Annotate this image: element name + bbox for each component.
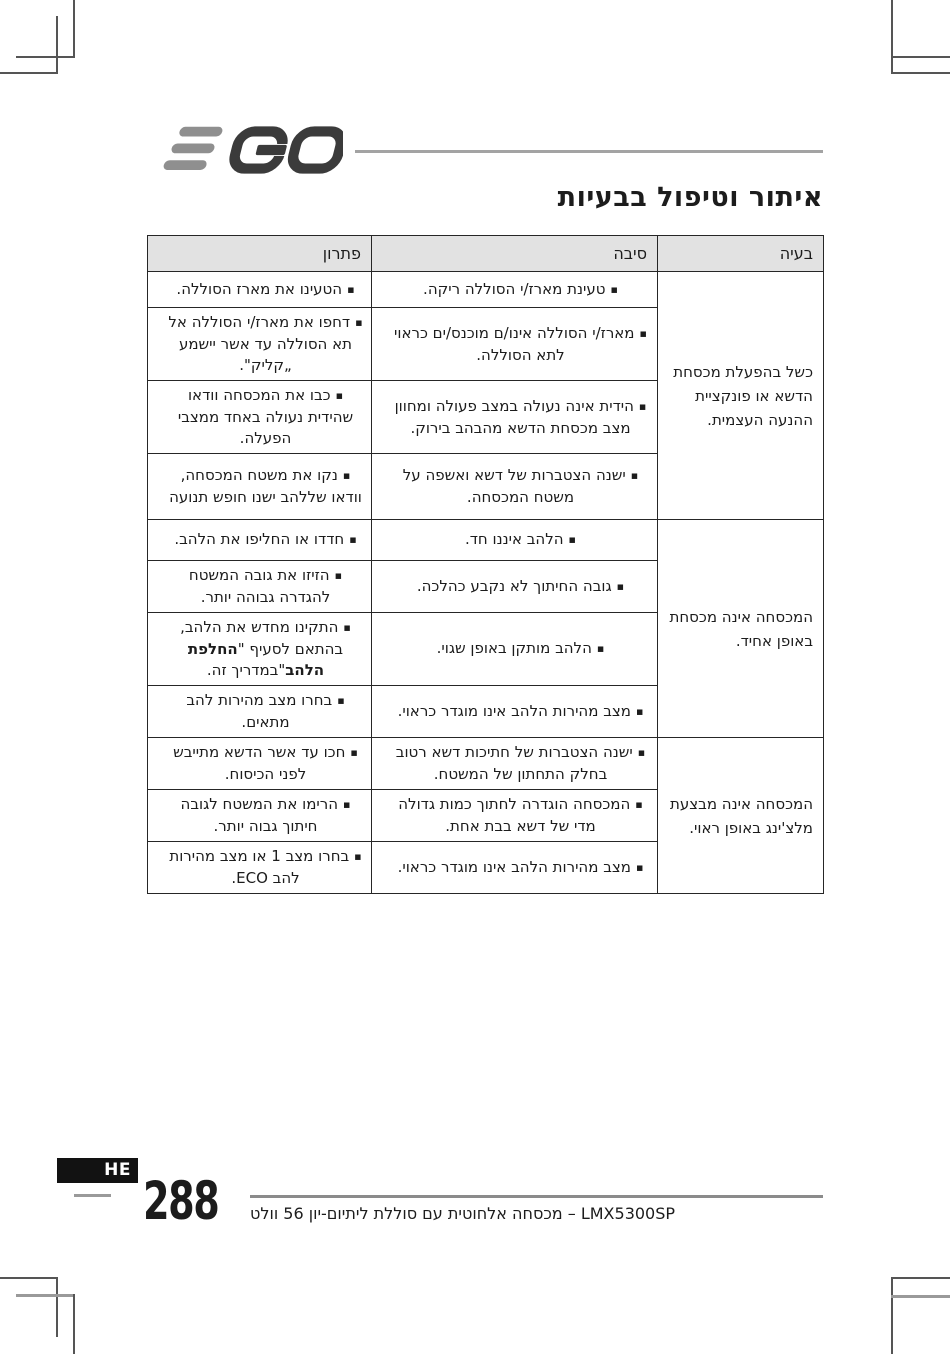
bullet-icon: ▪ [343, 621, 351, 634]
solution-cell [148, 454, 372, 520]
solution-cell [148, 613, 372, 686]
bullet-icon: ▪ [335, 389, 344, 402]
cause-cell [372, 561, 658, 613]
crop-mark [891, 1295, 950, 1298]
cause-cell [372, 613, 658, 686]
solution-cell [148, 381, 372, 454]
table-row [148, 272, 824, 308]
cause-text: הלהב מותקן באופן שגוי. [436, 639, 592, 657]
cause-text: טעינת מארז/י הסוללה ריקה. [423, 279, 606, 298]
solution-cell [148, 738, 372, 790]
solution-text: הזיזו את גובה המשטח להגדרה גבוהה יותר. [188, 566, 331, 606]
cause-text: ישנה הצטברות של חתיכות דשא רטוב בחלק התחתון של המשטח. [395, 743, 633, 783]
bullet-icon: ▪ [635, 704, 644, 718]
solution-cell [148, 842, 372, 894]
bullet-icon: ▪ [350, 746, 358, 759]
cause-text: הידית אינה נעולה במצב פעולה ומחוון מצב מכסחת הדשא מהבהב בירוק. [394, 396, 634, 437]
solution-text: דחפו את מארז/י הסוללה אל תא הסוללה עד אשר יישמע „קליק". [168, 313, 353, 374]
problem-cell: המכסחה אינה מכסחת באופן אחיד. [658, 520, 824, 738]
cause-cell [372, 520, 658, 561]
solution-cell [148, 790, 372, 842]
table-row [148, 520, 824, 561]
crop-mark [891, 0, 893, 74]
language-tag-badge: HE [57, 1158, 138, 1183]
crop-mark [56, 16, 58, 74]
bullet-icon: ▪ [347, 282, 355, 296]
bullet-icon: ▪ [349, 533, 357, 546]
cause-text: הלהב איננו חד. [464, 530, 564, 548]
solution-text: הרימו את המשטח לגובה חיתוך גבוה יותר. [180, 795, 339, 835]
bullet-icon: ▪ [616, 579, 625, 593]
crop-mark [891, 56, 950, 58]
page-number: 288 [143, 1171, 219, 1232]
table-row [148, 738, 824, 790]
troubleshooting-table [147, 235, 824, 894]
bullet-icon: ▪ [568, 533, 577, 546]
solution-text: בחרו מצב 1 או מצב מהירות להב ECO. [169, 847, 350, 887]
problem-cell: כשל בהפעלת מכסחת הדשא או פונקציית ההנעה העצמית. [658, 272, 824, 520]
crop-mark [73, 1294, 75, 1354]
solution-text: הטעינו את מארז הסוללה. [176, 279, 343, 298]
problem-cell: המכסחה אינה מבצעת מלצ'ינג באופן ראוי. [658, 738, 824, 894]
cause-cell [372, 738, 658, 790]
cause-text: גובה החיתוך לא נקבע כהלכה. [416, 576, 612, 595]
bullet-icon: ▪ [354, 850, 362, 863]
footer-rule [250, 1195, 823, 1198]
solution-text: נקו את משטח המכסחה, וודאו שללהב ישנו חופש תנועה [169, 466, 362, 506]
cause-text: מצב מהירות הלהב אינו מוגדר כראוי. [397, 857, 631, 876]
solution-text-part: "במדריך זה. [206, 661, 286, 679]
solution-cell [148, 686, 372, 738]
cause-cell [372, 381, 658, 454]
table-header-row [148, 236, 824, 272]
footer-small-rule [74, 1194, 111, 1197]
bullet-icon: ▪ [596, 642, 605, 655]
cause-cell [372, 454, 658, 520]
cause-cell [372, 686, 658, 738]
crop-mark [56, 1277, 58, 1337]
crop-mark [0, 72, 58, 74]
solution-text: כבו את המכסחה וודאו שהידית נעולה באחד ממצבי הפעלה. [177, 386, 354, 447]
cause-cell [372, 842, 658, 894]
solution-text: בחרו מצב מהירות להב מתאים. [186, 691, 333, 731]
bullet-icon: ▪ [343, 798, 351, 811]
cause-text: מארז/י הסוללה אינו/ם מוכנס/ים כראוי לתא הסוללה. [394, 323, 635, 364]
brand-row [148, 122, 823, 178]
solution-text-bold: החלפת הלהב [187, 640, 325, 679]
bullet-icon: ▪ [610, 282, 618, 296]
bullet-icon: ▪ [342, 469, 351, 482]
cause-text: מצב מהירות הלהב אינו מוגדר כראוי. [397, 701, 631, 720]
crop-mark [891, 1277, 893, 1354]
crop-mark [73, 0, 75, 58]
ego-logo [148, 122, 343, 178]
footer-model-line: LMX5300SP – מכסחה אלחוטית עם סוללת ליתיום-יון 56 וולט [250, 1204, 676, 1223]
bullet-icon: ▪ [337, 694, 345, 707]
bullet-icon: ▪ [637, 746, 646, 759]
problem-column-header: בעיה [658, 236, 824, 272]
solution-text: חדדו או החליפו את הלהב. [174, 530, 345, 548]
bullet-icon: ▪ [334, 569, 343, 582]
solution-cell [148, 561, 372, 613]
solution-text-part: התקינו מחדש את הלהב, בהתאם לסעיף " [180, 618, 344, 658]
crop-mark [16, 1294, 75, 1297]
cause-text: ישנה הצטברות של דשא ואשפה על משטח המכסחה. [402, 466, 626, 506]
cause-column-header: סיבה [372, 236, 658, 272]
solution-column-header: פתרון [148, 236, 372, 272]
bullet-icon: ▪ [635, 860, 644, 874]
page-title: איתור וטיפול בבעיות [557, 182, 823, 213]
bullet-icon: ▪ [630, 469, 639, 482]
solution-cell [148, 520, 372, 561]
bullet-icon: ▪ [639, 326, 647, 340]
crop-mark [891, 1277, 950, 1279]
crop-mark [891, 72, 950, 74]
bullet-icon: ▪ [635, 798, 643, 811]
cause-text: המכסחה הוגדרה לחתוך כמות גדולה מדי של דשא בבת אחת. [398, 795, 631, 835]
brand-divider-line [355, 150, 823, 153]
crop-mark [16, 56, 75, 58]
cause-cell [372, 272, 658, 308]
bullet-icon: ▪ [638, 399, 647, 413]
cause-cell [372, 790, 658, 842]
solution-cell [148, 308, 372, 381]
cause-cell [372, 308, 658, 381]
bullet-icon: ▪ [355, 316, 363, 329]
solution-text: חכו עד אשר הדשא מתייבש לפני הכיסוח. [173, 743, 346, 783]
solution-cell [148, 272, 372, 308]
crop-mark [0, 1277, 58, 1279]
